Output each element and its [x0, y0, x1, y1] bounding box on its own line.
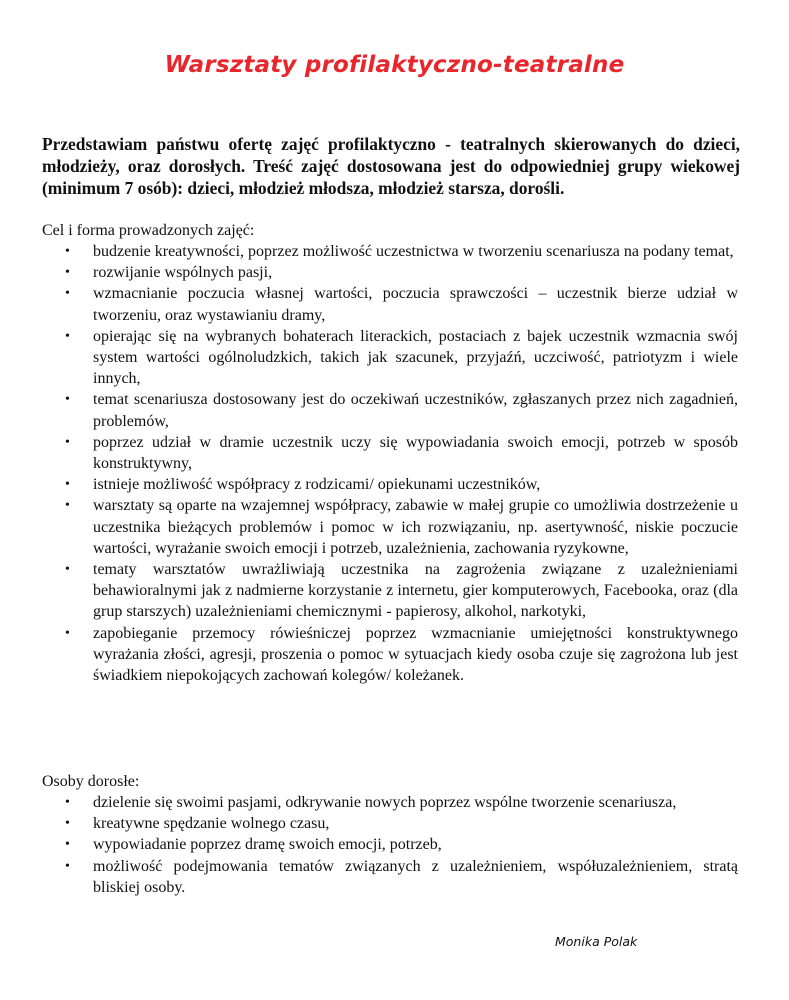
intro-paragraph: Przedstawiam państwu ofertę zajęć profilaktyczno - teatralnych skierowanych do dzieci, młodzieży, oraz dorosłych. Treść zajęć dostosowana jest do odpowiedniej grupy wiekowej (minimum 7 osób): dzieci, młodzież młodsza, młodzież starsza, dorośli.: [42, 134, 740, 198]
adults-list: [60, 792, 738, 898]
list-item: • warsztaty są oparte na wzajemnej współpracy, zabawie w małej grupie co umożliwia dostrzeżenie u uczestnika bieżących problemów i pomoc w ich rozwiązaniu, np. asertywność, niskie poczucie wartości, wyrażanie swoich emocji i potrzeb, uzależnienia, zachowania ryzykowne,: [65, 497, 738, 557]
bullet-icon: •: [65, 562, 70, 578]
list-item: • wzmacnianie poczucia własnej wartości, poczucia sprawczości – uczestnik bierze udział w tworzeniu, oraz wystawianiu dramy,: [65, 285, 738, 324]
list-item: • zapobieganie przemocy rówieśniczej poprzez wzmacnianie umiejętności konstruktywnego wyrażania złości, agresji, proszenia o pomoc w sytuacjach kiedy osoba czuje się zagrożona lub jest świadkiem niepokojących zachowań kolegów/ koleżanek.: [65, 624, 738, 685]
bullet-icon: •: [65, 392, 70, 408]
list-item: • istnieje możliwość współpracy z rodzicami/ opiekunami uczestników,: [60, 474, 738, 495]
bullet-icon: •: [65, 244, 70, 259]
section-adults-label: Osoby dorosłe:: [42, 773, 140, 790]
list-item: • możliwość podejmowania tematów związanych z uzależnieniem, współuzależnieniem, stratą bliskiej osoby.: [65, 857, 738, 896]
list-item: • budzenie kreatywności, poprzez możliwość uczestnictwa w tworzeniu scenariusza na podany temat,: [60, 241, 738, 262]
list-item: • tematy warsztatów uwrażliwiają uczestnika na zagrożenia związane z uzależnieniami behawioralnymi jak z nadmierne korzystanie z internetu, gier komputerowych, Facebooka, oraz (dla grup starszych) uzależnieniami chemicznymi - papierosy, alkohol, narkotyki,: [65, 561, 738, 621]
list-item: • opierając się na wybranych bohaterach literackich, postaciach z bajek uczestnik wzmacnia swój system wartości ogólnoludzkich, takich jak szacunek, przyjaźń, uczciwość, patriotyzm i wiele innych,: [65, 327, 738, 388]
list-item: • wypowiadanie poprzez dramę swoich emocji, potrzeb,: [60, 834, 738, 855]
list-item: • temat scenariusza dostosowany jest do oczekiwań uczestników, zgłaszanych przez nich zagadnień, problemów,: [65, 391, 738, 430]
goals-list: [60, 241, 738, 686]
bullet-icon: •: [65, 795, 70, 810]
bullet-icon: •: [65, 328, 70, 344]
bullet-icon: •: [65, 625, 70, 641]
bullet-icon: •: [65, 477, 70, 493]
bullet-icon: •: [65, 837, 70, 853]
list-item: • poprzez udział w dramie uczestnik uczy się wypowiadania swoich emocji, potrzeb w sposób konstruktywny,: [65, 433, 738, 473]
bullet-icon: •: [65, 816, 70, 832]
bullet-icon: •: [65, 286, 70, 302]
bullet-icon: •: [65, 858, 70, 874]
list-item: • dzielenie się swoimi pasjami, odkrywanie nowych poprzez wspólne tworzenie scenariusza,: [60, 792, 738, 813]
bullet-icon: •: [65, 265, 70, 281]
author-signature: Monika Polak: [555, 934, 638, 949]
section-goals-label: Cel i forma prowadzonych zajęć:: [42, 222, 255, 239]
bullet-icon: •: [65, 434, 70, 450]
document-title: Warsztaty profilaktyczno-teatralne: [164, 52, 625, 78]
bullet-icon: •: [65, 498, 70, 514]
list-item: • kreatywne spędzanie wolnego czasu,: [60, 813, 738, 834]
list-item: • rozwijanie wspólnych pasji,: [60, 262, 738, 283]
